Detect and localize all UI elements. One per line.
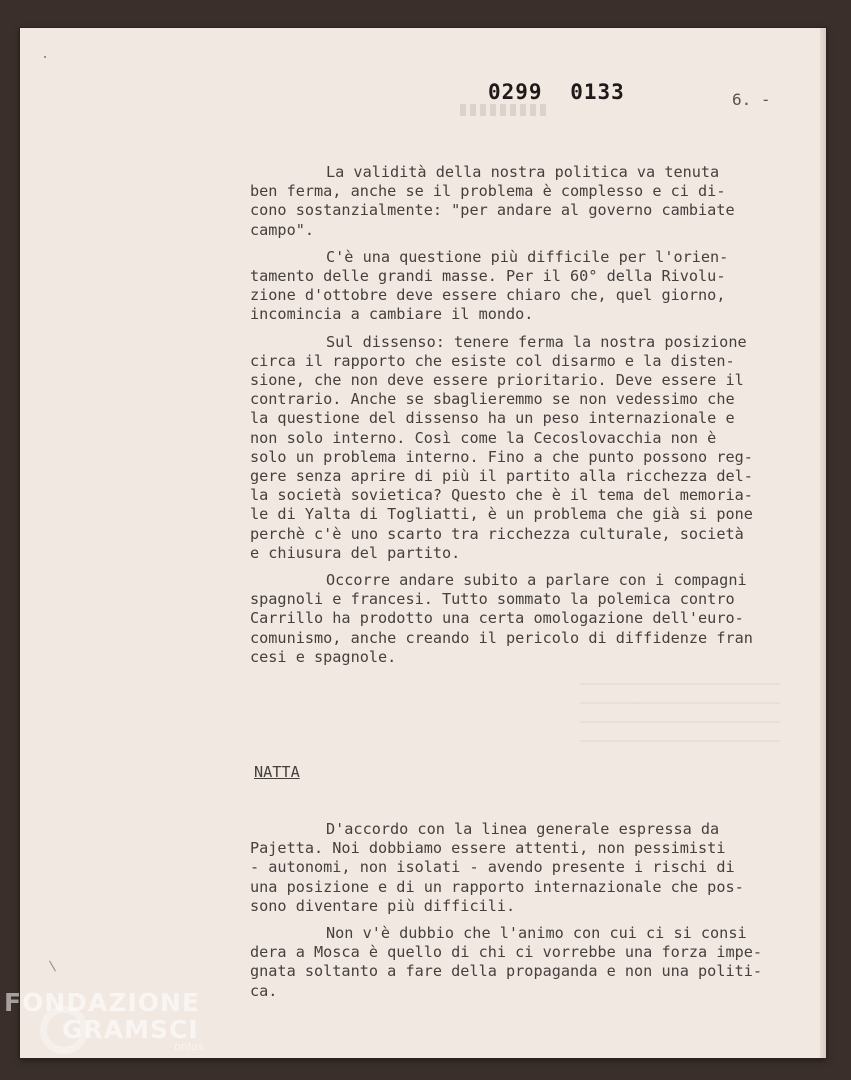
watermark-line2: GRAMSCI xyxy=(62,1015,199,1044)
watermark-sub: onlus xyxy=(174,1040,204,1053)
watermark-line1: FONDAZIONE xyxy=(4,988,201,1017)
paragraph: C'è una questione più difficile per l'orien- tamento delle grandi masse. Per il 60° della Rivolu- zione d'ottobre deve essere chiaro che, quel giorno, incomincia a cambiare il mondo. xyxy=(250,247,729,324)
paragraph: Non v'è dubbio che l'animo con cui ci si consi dera a Mosca è quello di chi ci vorrebbe una forza impe- gnata soltanto a fare della propaganda e non una politi- ca. xyxy=(250,924,763,1000)
paper-mark xyxy=(49,961,56,972)
speaker-body xyxy=(250,820,780,1009)
paper-mark xyxy=(44,56,46,58)
watermark-logo xyxy=(4,988,203,1053)
speaker-heading: NATTA xyxy=(254,763,300,781)
paragraph: La validità della nostra politica va tenuta ben ferma, anche se il problema è complesso e ci di- cono sostanzialmente: "per andare al governo cambiate campo". xyxy=(250,163,735,239)
paragraph: Sul dissenso: tenere ferma la nostra posizione circa il rapporto che esiste col disarmo e la disten- sione, che non deve essere prioritario. Deve essere il contrario. Anche se sbaglieremmo se non vedessimo che la questione del dissenso ha un peso internazionale e non solo interno. Così come la Cecoslovacchia non è solo un problema interno. Fino a che punto possono reg- gere senza aprire di più il partito alla ricchezza del- la società sovietica? Questo che è il tema del memoria- le di Yalta di Togliatti, è un problema che già si pone perchè c'è uno scarto tra ricchezza culturale, società e chiusura del partito. xyxy=(250,332,753,562)
bleed-through-text xyxy=(580,683,780,743)
document-number: 0299 0133 xyxy=(488,80,625,104)
page-number: 6. - xyxy=(732,90,771,109)
paragraph: Occorre andare subito a parlare con i compagni spagnoli e francesi. Tutto sommato la polemica contro Carrillo ha prodotto una certa omologazione dell'euro- comunismo, anche creando il pericolo di diffidenze fran cesi e spagnole. xyxy=(250,571,753,666)
paragraph: D'accordo con la linea generale espressa da Pajetta. Noi dobbiamo essere attenti, non pessimisti - autonomi, non isolati - avendo presente i rischi di una posizione e di un rapporto internazionale che pos- sono diventare più difficili. xyxy=(250,820,744,915)
section-body xyxy=(250,163,780,675)
page-edge xyxy=(820,28,826,1058)
faded-stamp xyxy=(460,104,550,116)
g-logo-icon xyxy=(40,1006,88,1054)
